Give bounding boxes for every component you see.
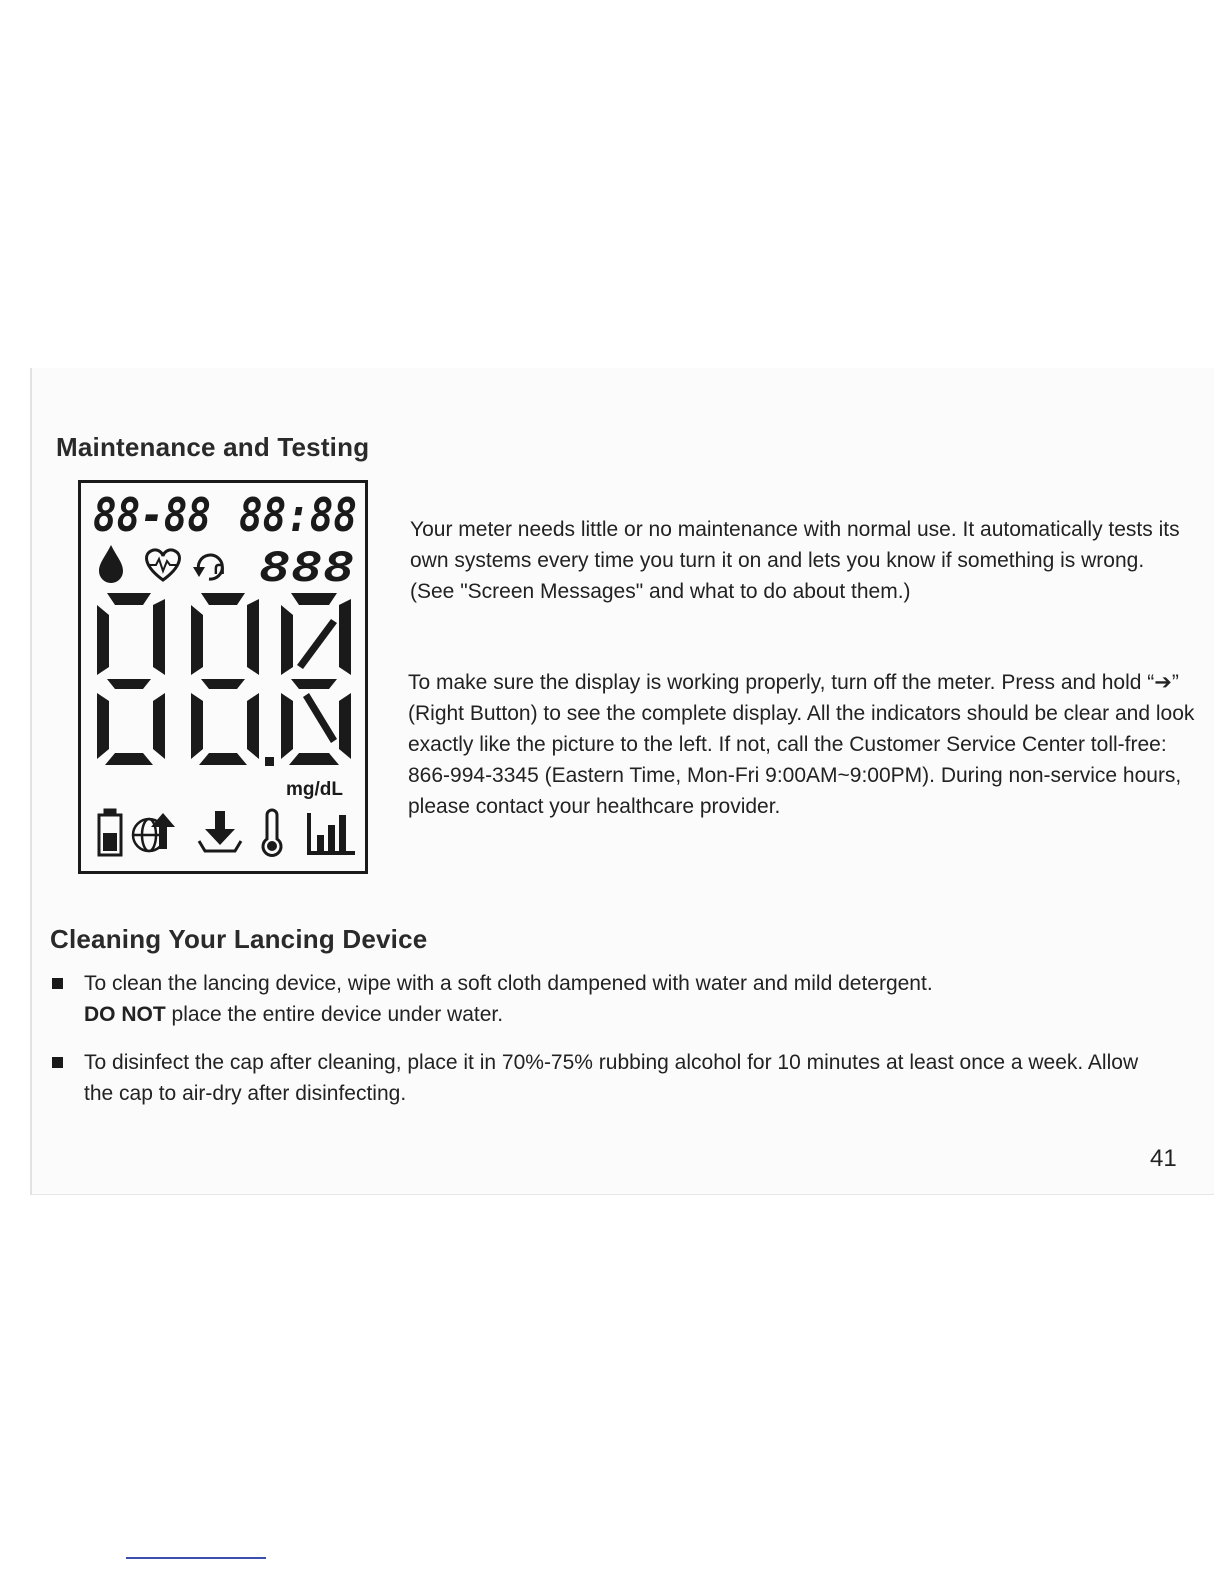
average-icon <box>193 555 227 579</box>
lcd-big-digits <box>97 593 351 766</box>
bullet-square-icon <box>52 978 63 989</box>
section-title-maintenance: Maintenance and Testing <box>56 432 370 462</box>
footer-line <box>126 1557 266 1559</box>
globe-upload-icon <box>133 813 175 851</box>
page-number: 41 <box>1150 1145 1177 1172</box>
list-item <box>52 1047 1172 1109</box>
svg-text:∩: ∩ <box>212 558 227 579</box>
section-title-cleaning: Cleaning Your Lancing Device <box>50 924 428 954</box>
lcd-unit: mg/dL <box>286 779 343 800</box>
lcd-small-digits: 888 <box>259 545 355 591</box>
thermometer-icon <box>263 810 281 855</box>
lcd-display-illustration <box>78 480 368 874</box>
list-item <box>52 968 1172 1030</box>
lcd-date: 88-88 <box>93 488 211 542</box>
signal-icon <box>307 813 355 855</box>
bullet-square-icon <box>52 1057 63 1068</box>
bullet1-warning: DO NOT <box>84 1003 166 1026</box>
display-check-paragraph: To make sure the display is working properly, turn off the meter. Press and hold “➔” (Right Button) to see the complete display. All the indicators should be clear and look exactly like the picture to the left. If not, call the Customer Service Center toll-free: 866-994-3345 (Eastern Time, Mon-Fri 9:00AM~9:00PM). During non-service hours, please contact your healthcare provider. <box>408 671 1195 818</box>
bullet2-text: To disinfect the cap after cleaning, place it in 70%-75% rubbing alcohol for 10 minutes at least once a week. Allow the cap to air-dry after disinfecting. <box>84 1051 1139 1105</box>
download-icon <box>199 811 241 851</box>
heart-icon <box>147 550 180 580</box>
lcd-time: 88:88 <box>239 488 357 542</box>
blood-drop-icon <box>99 545 123 583</box>
bullet1-rest: place the entire device under water. <box>171 1003 504 1026</box>
battery-icon <box>99 810 121 855</box>
bullet1-text: To clean the lancing device, wipe with a soft cloth dampened with water and mild detergent. <box>84 972 933 995</box>
maintenance-paragraph: Your meter needs little or no maintenance with normal use. It automatically tests its own systems every time you turn it on and lets you know if something is wrong. (See "Screen Messages" and what to do about them.) <box>410 518 1180 603</box>
